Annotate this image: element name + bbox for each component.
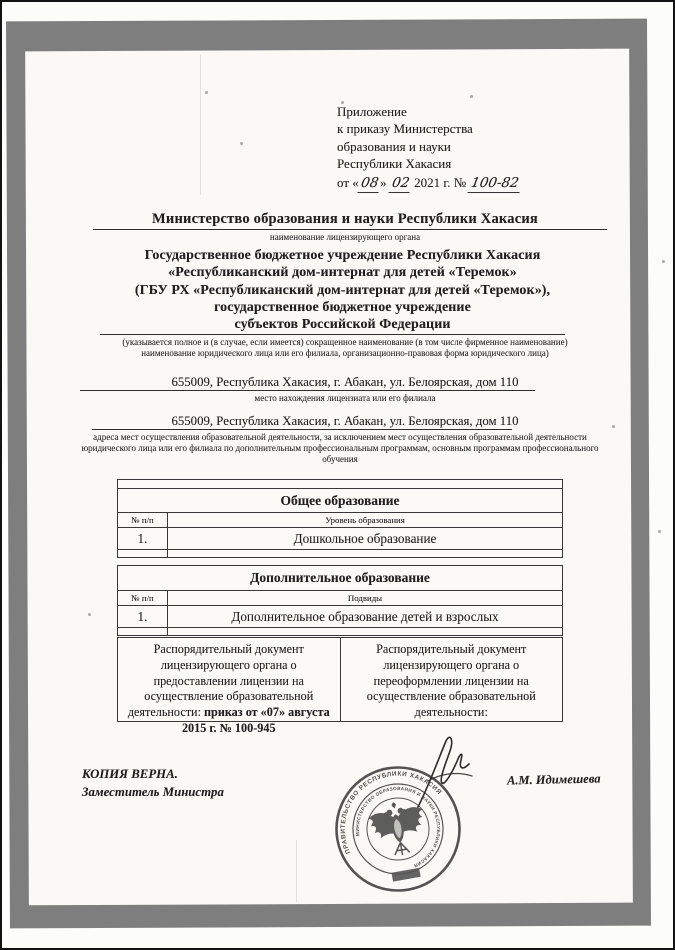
- organization-line: «Республиканский дом-интернат для детей «Теремок»: [168, 265, 517, 281]
- row-number-cell: 1.: [118, 606, 168, 627]
- copy-certification: [82, 765, 342, 801]
- table-row: [118, 527, 562, 549]
- stamp-inner-ring-text: МИНИСТЕРСТВО ОБРАЗОВАНИЯ И НАУКИ РЕСПУБЛИКИ ХАКАСИЯ: [354, 785, 442, 869]
- underline-rule: [80, 390, 535, 391]
- reissue-order-cell: Распорядительный документ лицензирующего органа о переоформлении лицензии на осуществление образовательной деятельности:: [366, 642, 536, 720]
- education-level-cell: Дошкольное образование: [293, 530, 437, 546]
- signature-stroke: [410, 735, 482, 815]
- underline-rule: [100, 334, 565, 335]
- stamp-bottom-banner: [392, 868, 421, 882]
- organization-line: (ГБУ РХ «Республиканский дом-интернат для детей «Теремок»),: [134, 282, 551, 298]
- licensing-authority-caption: наименование лицензирующего органа: [269, 232, 421, 242]
- handwritten-number: 100-82: [468, 175, 523, 193]
- organization-line: Государственное бюджетное учреждение Республики Хакасия: [144, 248, 541, 263]
- organization-line: субъектов Российской Федерации: [234, 317, 451, 333]
- row-number-cell: 1.: [118, 528, 168, 549]
- fold-line: [296, 840, 297, 902]
- fold-line: [200, 55, 201, 195]
- dust-speck: [662, 260, 665, 263]
- date-close-quote: »: [379, 174, 387, 190]
- spacer-cell: [168, 550, 562, 557]
- additional-education-header-row: [118, 590, 562, 605]
- organization-caption: (указывается полное и (в случае, если имеется) сокращенное наименование (в том числе фирменное наименование) наименование юридического лица или его филиала, организационно-правовая форма юридического лица): [122, 337, 568, 358]
- signer-name: А.М. Идимешева: [506, 771, 601, 788]
- stamp-outer-ring-text: ПРАВИТЕЛЬСТВО РЕСПУБЛИКИ ХАКАСИЯ: [339, 770, 443, 855]
- deputy-minister-label: Заместитель Министра: [82, 785, 224, 799]
- handwritten-month: 02: [388, 175, 412, 193]
- num-column-header: № п/п: [118, 513, 168, 527]
- organization-line: государственное бюджетное учреждение: [214, 299, 471, 315]
- general-education-title: Общее образование: [118, 488, 562, 512]
- table-spacer-row: [118, 627, 562, 635]
- location-address: 655009, Республика Хакасия, г. Абакан, ул. Белоярская, дом 110: [171, 375, 519, 389]
- organization-name-block: [70, 247, 615, 333]
- general-education-header-row: [118, 512, 562, 527]
- underline-rule: [92, 429, 512, 430]
- orders-table: [117, 637, 563, 735]
- subtype-column-header: Подвиды: [347, 593, 383, 603]
- licensing-authority-name: Министерство образования и науки Республики Хакасия: [152, 211, 538, 227]
- spacer-cell: [118, 628, 168, 635]
- appendix-line: к приказу Министерства: [337, 121, 473, 137]
- additional-education-title: Дополнительное образование: [250, 570, 430, 585]
- appendix-line: образования и науки: [337, 138, 451, 154]
- location-caption: место нахождения лицензиата или его филиала: [254, 393, 436, 403]
- table-row: [118, 605, 562, 627]
- date-year: 2021 г. №: [414, 174, 467, 190]
- spacer-cell: [168, 628, 562, 635]
- spacer-cell: [118, 550, 168, 557]
- date-prefix: от «: [337, 174, 359, 190]
- level-column-header: Уровень образования: [325, 515, 405, 525]
- copy-verified-label: КОПИЯ ВЕРНА.: [82, 767, 178, 781]
- dust-speck: [658, 530, 661, 533]
- grant-order-details: приказ от «07» августа 2015 г. № 100-945: [181, 705, 330, 735]
- handwritten-signature: [410, 735, 482, 815]
- dust-speck: [88, 613, 91, 616]
- order-date-line: [337, 174, 607, 193]
- dust-speck: [470, 95, 473, 98]
- table-spacer-row: [118, 549, 562, 557]
- activity-caption: адреса мест осуществления образовательной деятельности, за исключением мест осуществления образовательной деятельности юридического лица или его филиала по дополнительным профессиональным программам, основным программам профессионального обучения: [81, 432, 599, 464]
- appendix-line: Приложение: [337, 104, 407, 119]
- grant-order-cell: [118, 638, 341, 735]
- table-spacer-row: [118, 480, 562, 488]
- activity-address: 655009, Республика Хакасия, г. Абакан, ул. Белоярская, дом 110: [171, 414, 519, 428]
- underline-rule: [93, 229, 607, 230]
- additional-education-table: [117, 565, 563, 636]
- dust-speck: [205, 91, 208, 94]
- appendix-line: Республики Хакасия: [337, 156, 452, 172]
- dust-speck: [240, 142, 243, 145]
- general-education-table: [117, 479, 563, 558]
- handwritten-day: 08: [357, 175, 381, 193]
- num-column-header: № п/п: [118, 591, 168, 605]
- grant-order-text: Распорядительный документ лицензирующего органа о предоставлении лицензии на осуществление образовательной деятельности:: [127, 642, 314, 720]
- appendix-header: [337, 103, 607, 193]
- education-subtype-cell: Дополнительное образование детей и взрослых: [231, 608, 499, 624]
